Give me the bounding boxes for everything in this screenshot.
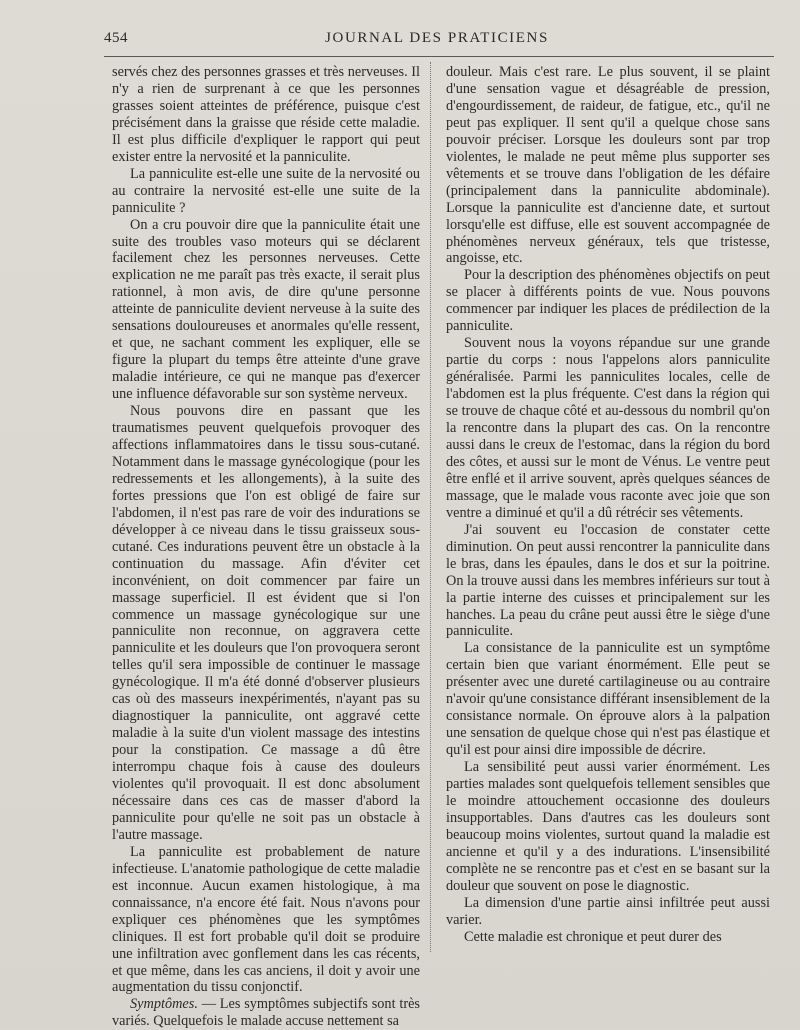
paragraph: La sensibilité peut aussi varier énormément. Les parties malades sont quelquefois tellement sensibles que le moindre attouchement occasionne des douleurs insupportables. Dans d'autres cas les douleurs sont beaucoup moins violentes, surtout quand la maladie est ancienne et qu'il y a des indurations. L'insensibilité complète ne se rencontre pas et c'est en se basant sur la douleur que souvent on pose le diagnostic.: [446, 759, 770, 894]
right-column: [446, 64, 770, 946]
paragraph: La dimension d'une partie ainsi infiltrée peut aussi varier.: [446, 894, 770, 928]
paragraph: La panniculite est-elle une suite de la nervosité ou au contraire la nervosité est-elle une suite de la panniculite ?: [112, 165, 420, 216]
left-column: [112, 64, 420, 1030]
page-header: [104, 30, 770, 52]
page-number: 454: [104, 30, 128, 46]
paragraph: Nous pouvons dire en passant que les traumatismes peuvent quelquefois provoquer des affections inflammatoires dans le tissu sous-cutané. Notamment dans le massage gynécologique (pour les redressements et les allongements), à la suite des fortes pressions que l'on est obligé de faire sur l'abdomen, il n'est pas rare de voir des indurations se développer à ce niveau dans le tissu graisseux sous-cutané. Ces indurations peuvent être un obstacle à la continuation du massage. Afin d'éviter cet inconvénient, on doit commencer par faire un massage superficiel. Il est évident que si l'on commence un massage gynécologique sur une panniculite non reconnue, on aggravera cette panniculite et les douleurs que l'on provoquera seront telles qu'il sera impossible de continuer le massage gynécologique. Il m'a été donné d'observer plusieurs cas où des masseurs inexpérimentés, n'ayant pas su diagnostiquer la panniculite, ont aggravé cette maladie à la suite d'un violent massage des intestins pour la constipation. Ce massage a dû être interrompu chaque fois à cause des douleurs violentes qu'il provoquait. Il est donc absolument nécessaire dans ces cas de masser d'abord la panniculite pour qu'elle ne soit pas un obstacle à l'autre massage.: [112, 403, 420, 843]
paragraph-text: — Les symptômes subjectifs sont très variés. Quelquefois le malade accuse nettement sa: [112, 996, 420, 1030]
journal-title: JOURNAL DES PRATICIENS: [325, 30, 549, 46]
paragraph: J'ai souvent eu l'occasion de constater cette diminution. On peut aussi rencontrer la panniculite dans le bras, dans les épaules, dans le dos et sur la poitrine. On la trouve aussi dans les membres inférieurs sur tout à la partie interne des cuisses et principalement sur les hanches. La peau du crâne peut aussi être le siège d'une panniculite.: [446, 521, 770, 640]
paragraph: douleur. Mais c'est rare. Le plus souvent, il se plaint d'une sensation vague et désagréable de pression, d'engourdissement, de raideur, de fatigue, etc., qu'il ne peut pas expliquer. Il sent qu'il a quelque chose sans pouvoir préciser. Lorsque les douleurs sont par trop violentes, le malade ne peut même plus supporter ses vêtements et se trouve dans l'obligation de les défaire (principalement dans la panniculite abdominale). Lorsque la panniculite est d'ancienne date, et surtout lorsqu'elle est diffuse, elle est souvent accompagnée de phénomènes nerveux généraux, tels que tristesse, angoisse, etc.: [446, 64, 770, 267]
paragraph: Cette maladie est chronique et peut durer des: [464, 928, 722, 945]
paragraph: On a cru pouvoir dire que la panniculite était une suite des troubles vaso moteurs qui se déclarent facilement chez les personnes nerveuses. Cette explication ne me paraît pas très exacte, il serait plus rationnel, à mon avis, de dire qu'une personne atteinte de panniculite devient nerveuse à la suite des sensations douloureuses et anormales qu'elle ressent, et que, ne sachant comment les expliquer, elle se figure la plupart du temps être atteinte d'une grave maladie intérieure, ce qui ne manque pas d'exercer une influence défavorable sur son système nerveux.: [112, 216, 420, 403]
paragraph-symptomes: [112, 996, 420, 1030]
paragraph: La panniculite est probablement de nature infectieuse. L'anatomie pathologique de cette maladie est inconnue. Aucun examen histologique, à ma connaissance, n'a encore été fait. Nous n'avons pour expliquer ces phénomènes que les symptômes cliniques. Il est fort probable qu'il doit se produire une infiltration avec gonflement dans les cas récents, et que même, dans les cas anciens, il doit y avoir une augmentation du tissu conjonctif.: [112, 843, 420, 996]
paragraph: La consistance de la panniculite est un symptôme certain bien que variant énormément. Elle peut se présenter avec une dureté cartilagineuse ou au contraire n'avoir qu'une consistance différant insensiblement de la consistance normale. On éprouve alors à la palpation une sensation de quelque chose qui n'est pas élastique et qu'il est pour ainsi dire impossible de décrire.: [446, 640, 770, 759]
section-heading-symptomes: Symptômes.: [130, 996, 198, 1013]
column-divider: [430, 62, 431, 952]
paragraph: Souvent nous la voyons répandue sur une grande partie du corps : nous l'appelons alors panniculite généralisée. Parmi les panniculites locales, celle de l'abdomen est la plus fréquente. C'est dans la région qui se trouve de chaque côté et au-dessous du nombril qu'on la rencontre dans la plupart des cas. On la rencontre aussi dans le creux de l'estomac, dans la région du bord des côtes, et aussi sur le mont de Vénus. Le ventre peut être enflé et il arrive souvent, après quelques séances de massage, que le malade vous raconte avec joie que son ventre a diminué et qu'il a dû rétrécir ses vêtements.: [446, 335, 770, 521]
header-rule: [104, 56, 774, 57]
paragraph: servés chez des personnes grasses et très nerveuses. Il n'y a rien de surprenant à ce que les personnes grasses soient atteintes de préférence, puisque c'est précisément dans la graisse que réside cette maladie. Il est plus difficile d'expliquer le rapport qui peut exister entre la nervosité et la panniculite.: [112, 64, 420, 165]
paragraph: Pour la description des phénomènes objectifs on peut se placer à différents points de vue. Nous pouvons commencer par indiquer les places de prédilection de la panniculite.: [446, 267, 770, 335]
